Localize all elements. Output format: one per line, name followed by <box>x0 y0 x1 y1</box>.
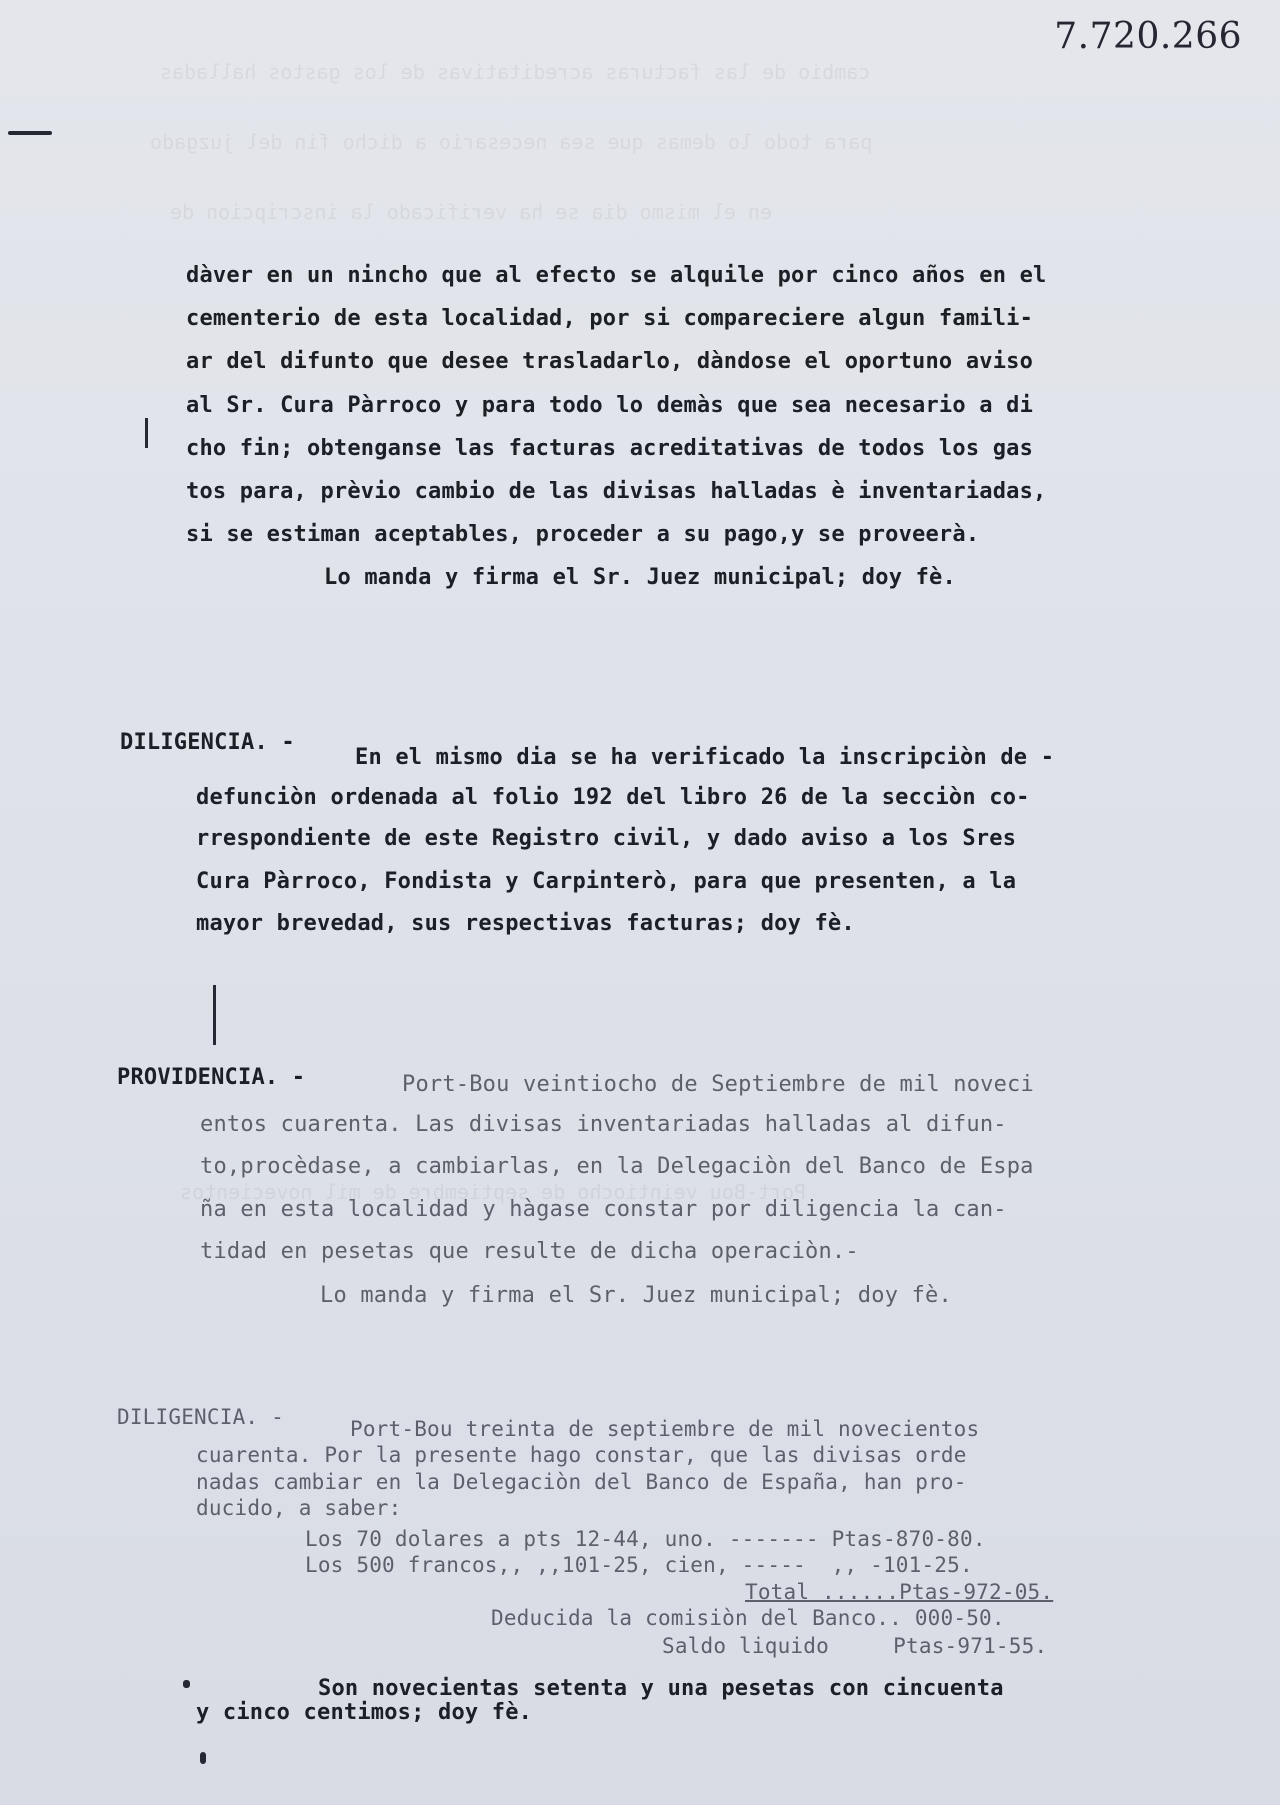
diligencia-1-line: defunciòn ordenada al folio 192 del libro 26 de la secciòn co- <box>196 785 1030 810</box>
auto-line: dàver en un nincho que al efecto se alquile por cinco años en el <box>186 263 1047 288</box>
providencia-line: tidad en pesetas que resulte de dicha operaciòn.- <box>200 1239 859 1264</box>
ledger-commission: Deducida la comisiòn del Banco.. 000-50. <box>491 1606 1005 1630</box>
diligencia-2-line: ducido, a saber: <box>196 1496 402 1520</box>
folio-number: 7.720.266 <box>1054 16 1242 57</box>
providencia-line: to,procèdase, a cambiarlas, en la Delegaciòn del Banco de Espa <box>200 1154 1034 1179</box>
auto-line: tos para, prèvio cambio de las divisas halladas è inventariadas, <box>186 479 1047 504</box>
diligencia-2-closing: y cinco centimos; doy fè. <box>196 1700 533 1725</box>
diligencia-1-line: En el mismo dia se ha verificado la inscripciòn de - <box>355 745 1055 770</box>
auto-line: ar del difunto que desee trasladarlo, dàndose el oportuno aviso <box>186 349 1034 374</box>
diligencia-2-line: cuarenta. Por la presente hago constar, que las divisas orde <box>196 1443 967 1467</box>
ink-mark <box>8 131 52 135</box>
diligencia-1-heading: DILIGENCIA. - <box>120 730 295 755</box>
bleed-through-text: para todo lo demas que sea necesario a dicho fin del juzgado <box>150 130 873 154</box>
providencia-line: ña en esta localidad y hàgase constar por diligencia la can- <box>200 1197 1007 1222</box>
diligencia-1-line: mayor brevedad, sus respectivas facturas; doy fè. <box>196 911 855 936</box>
providencia-line: Port-Bou veintiocho de Septiembre de mil noveci <box>402 1072 1034 1097</box>
providencia-line: entos cuarenta. Las divisas inventariadas halladas al difun- <box>200 1112 1007 1137</box>
diligencia-2-heading: DILIGENCIA. - <box>117 1405 284 1429</box>
auto-line: si se estiman aceptables, proceder a su pago,y se proveerà. <box>186 522 980 547</box>
diligencia-2-closing: Son novecientas setenta y una pesetas con cincuenta <box>318 1676 1004 1701</box>
diligencia-1-line: rrespondiente de este Registro civil, y dado aviso a los Sres <box>196 826 1017 851</box>
auto-line: al Sr. Cura Pàrroco y para todo lo demàs que sea necesario a di <box>186 393 1034 418</box>
diligencia-2-line: nadas cambiar en la Delegaciòn del Banco de España, han pro- <box>196 1470 967 1494</box>
bleed-through-text: en el mismo dia se ha verificado la inscripcion de <box>170 200 773 224</box>
ink-dot <box>183 1680 190 1688</box>
bleed-through-text: Port-Bou veintiocho de septiembre de mil novecientos <box>180 1180 807 1204</box>
ledger-balance: Saldo liquido Ptas-971-55. <box>662 1634 1048 1658</box>
bleed-through-text: cambio de las facturas acreditativas de los gastos halladas <box>160 60 871 84</box>
auto-closing: Lo manda y firma el Sr. Juez municipal; doy fè. <box>324 565 956 590</box>
margin-mark <box>213 985 216 1045</box>
ink-dot <box>200 1752 206 1764</box>
diligencia-2-line: Port-Bou treinta de septiembre de mil novecientos <box>350 1417 980 1441</box>
ledger-row-dollars: Los 70 dolares a pts 12-44, uno. ------- Ptas-870-80. <box>305 1527 986 1551</box>
ledger-row-francs: Los 500 francos,, ,,101-25, cien, ----- ,, -101-25. <box>305 1553 973 1577</box>
diligencia-1-line: Cura Pàrroco, Fondista y Carpinterò, para que presenten, a la <box>196 869 1017 894</box>
margin-mark <box>145 418 148 448</box>
auto-line: cementerio de esta localidad, por si compareciere algun famili- <box>186 306 1034 331</box>
ledger-total: Total ......Ptas-972-05. <box>745 1580 1054 1604</box>
providencia-heading: PROVIDENCIA. - <box>117 1065 306 1090</box>
auto-line: cho fin; obtenganse las facturas acreditativas de todos los gas <box>186 436 1034 461</box>
providencia-closing: Lo manda y firma el Sr. Juez municipal; doy fè. <box>320 1283 952 1308</box>
